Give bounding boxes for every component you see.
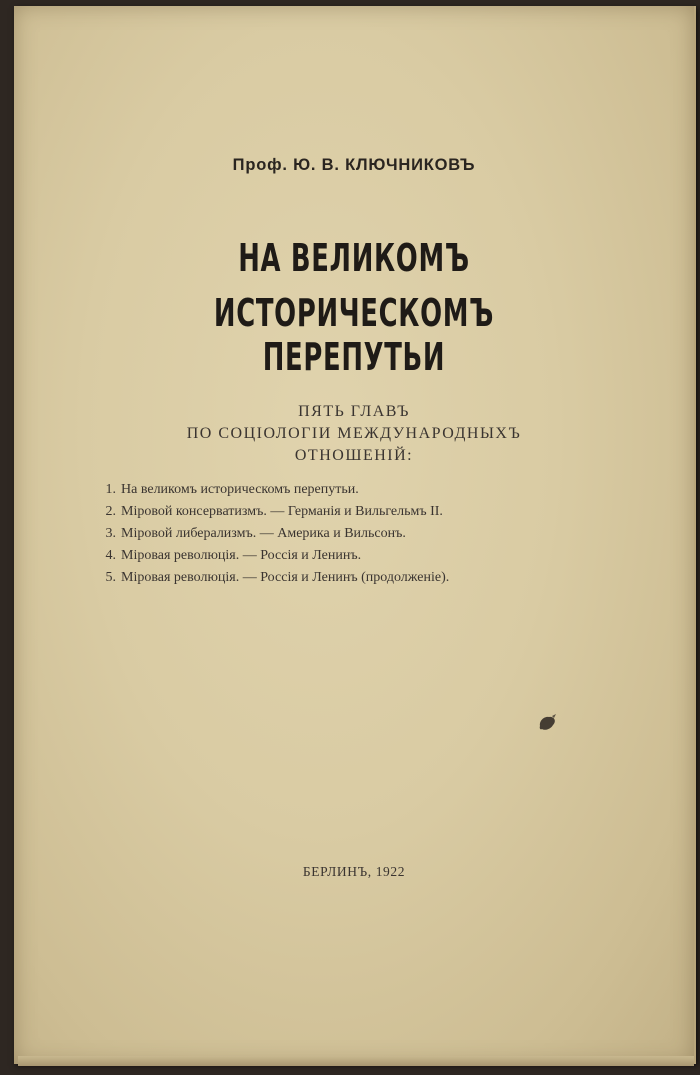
book-title-line-1: НА ВЕЛИКОМЪ [238, 236, 470, 280]
page-edge [18, 1056, 694, 1066]
chapter-number: 3. [105, 526, 116, 541]
chapter-item [98, 570, 449, 586]
publication-imprint: БЕРЛИНЪ, 1922 [302, 864, 406, 879]
chapter-number: 2. [105, 504, 116, 519]
subtitle-line-1: ПЯТЬ ГЛАВЪ [298, 403, 410, 420]
chapter-title: Мiровой либерализмъ. — Америка и Вильсонъ. [121, 526, 406, 541]
chapter-number: 5. [105, 570, 116, 585]
chapter-number: 1. [105, 482, 116, 497]
book-title-line-2: ИСТОРИЧЕСКОМЪ ПЕРЕПУТЬИ [213, 291, 495, 379]
subtitle-line-2: ПО СОЦIОЛОГIИ МЕЖДУНАРОДНЫХЪ [186, 425, 522, 442]
chapter-title: Мiровая революцiя. — Россiя и Ленинъ (продолженiе). [121, 570, 450, 585]
chapter-item [98, 504, 443, 520]
author-name: Проф. Ю. В. КЛЮЧНИКОВЪ [232, 156, 476, 174]
ink-stain-mark [536, 712, 558, 734]
chapter-item [98, 482, 359, 498]
chapter-item [98, 526, 406, 542]
subtitle-line-3: ОТНОШЕНIЙ: [294, 447, 414, 464]
title-page [14, 6, 696, 1064]
chapter-item [98, 548, 361, 564]
chapter-title: Мiровой консерватизмъ. — Германiя и Вильгельмъ II. [121, 504, 443, 519]
chapter-title: На великомъ историческомъ перепутьи. [121, 482, 359, 497]
chapter-number: 4. [105, 548, 116, 563]
chapter-title: Мiровая революцiя. — Россiя и Ленинъ. [121, 548, 362, 563]
